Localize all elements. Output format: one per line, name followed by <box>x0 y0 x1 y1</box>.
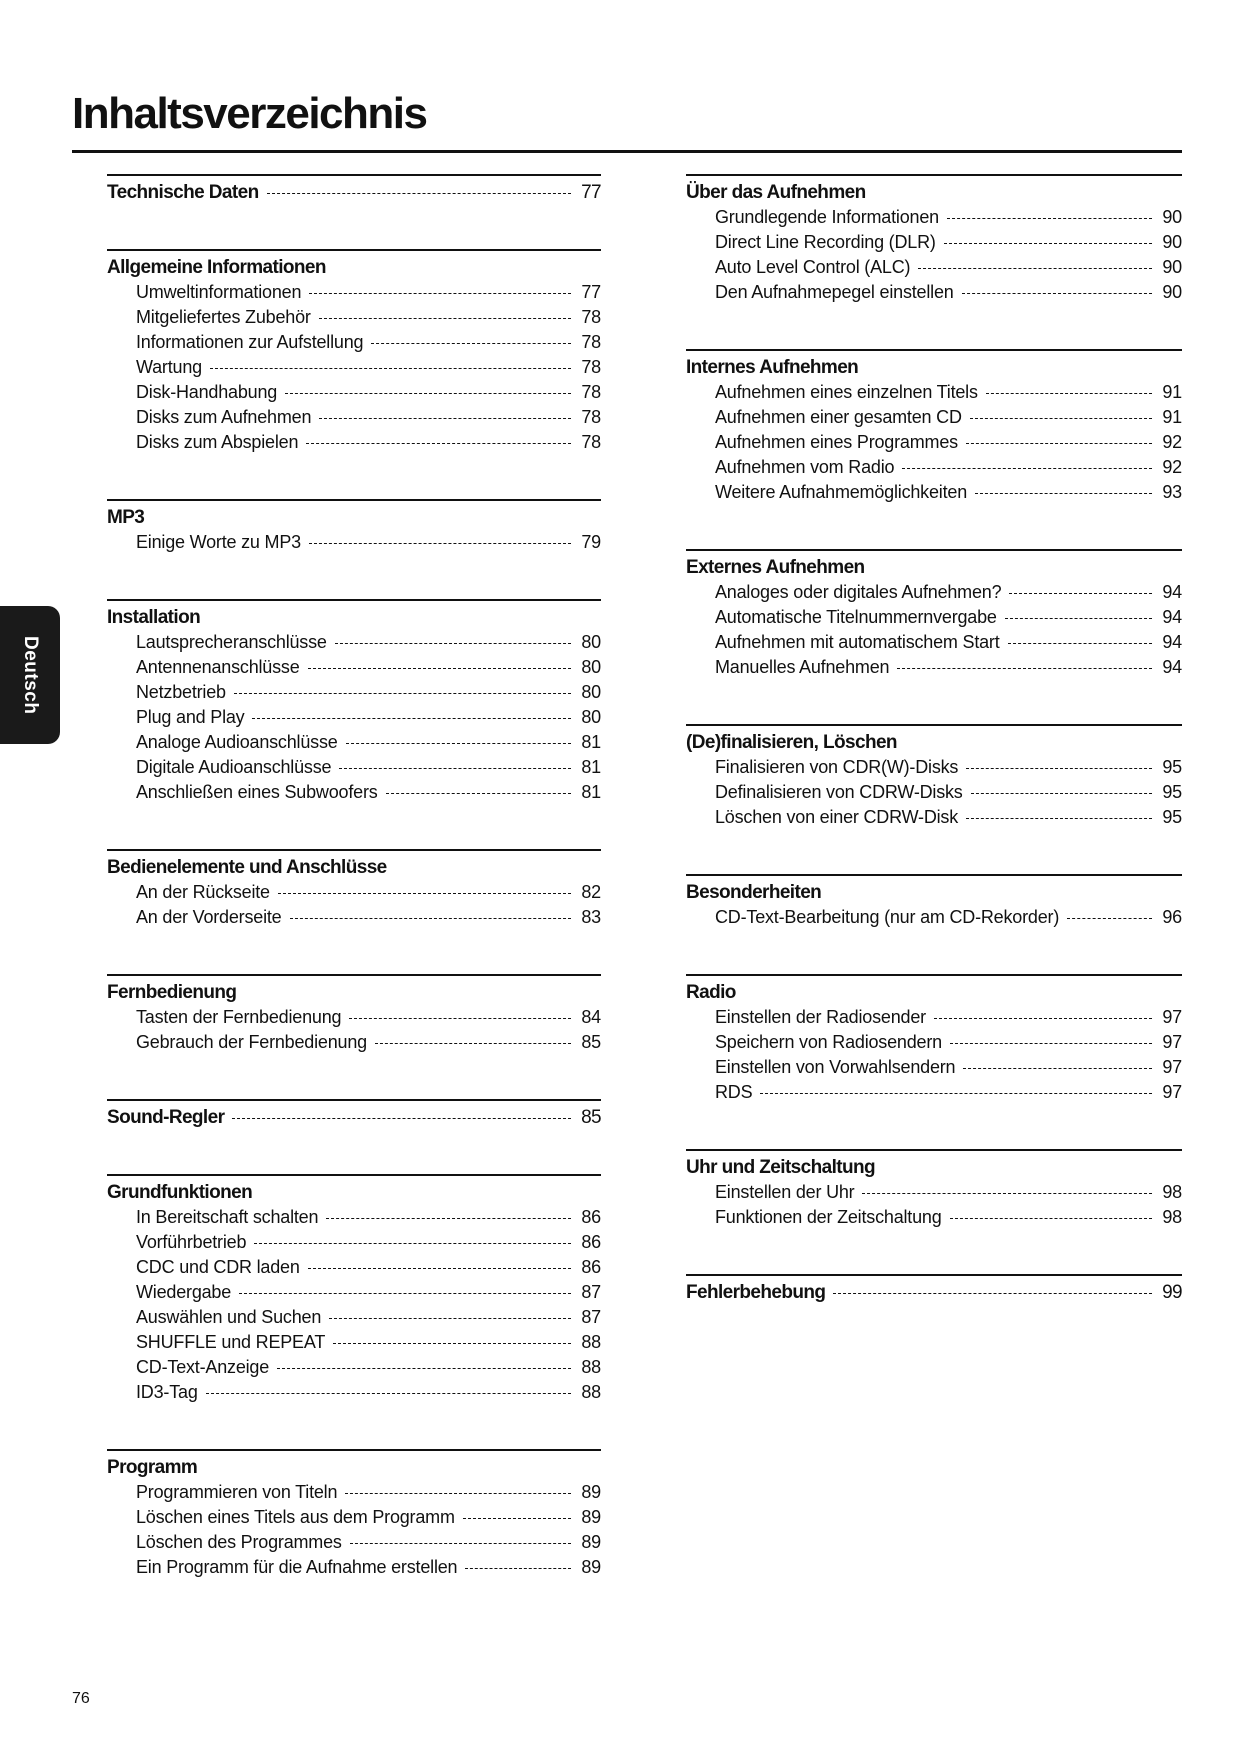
section-heading-text: Besonderheiten <box>686 882 822 903</box>
dot-leader <box>897 668 1152 669</box>
dot-leader <box>971 793 1152 794</box>
page-ref: 95 <box>1162 757 1182 777</box>
section-heading[interactable] <box>107 1457 601 1482</box>
toc-entry[interactable] <box>686 907 1182 932</box>
page-ref: 97 <box>1162 1032 1182 1052</box>
entry-label: Analoges oder digitales Aufnehmen? <box>715 582 1002 602</box>
page-ref: 97 <box>1162 1057 1182 1077</box>
dot-leader <box>371 343 571 344</box>
toc-section <box>686 549 1182 682</box>
toc-entry[interactable] <box>107 1482 601 1507</box>
entry-label: Löschen eines Titels aus dem Programm <box>136 1507 455 1527</box>
section-heading-text: Sound-Regler <box>107 1107 225 1128</box>
language-tab <box>0 606 60 744</box>
toc-entry[interactable] <box>107 657 601 682</box>
page-ref: 90 <box>1162 282 1182 302</box>
toc-entry[interactable] <box>686 1032 1182 1057</box>
toc-section <box>686 1274 1182 1307</box>
dot-leader <box>970 418 1152 419</box>
section-heading[interactable] <box>686 982 1182 1007</box>
dot-leader <box>319 418 571 419</box>
entry-label: CD-Text-Anzeige <box>136 1357 270 1377</box>
dot-leader <box>345 1493 571 1494</box>
section-heading[interactable] <box>107 182 601 207</box>
entry-label: Aufnehmen vom Radio <box>715 457 895 477</box>
entry-label: Einstellen von Vorwahlsendern <box>715 1057 956 1077</box>
dot-leader <box>986 393 1152 394</box>
toc-section <box>107 849 601 932</box>
toc-entry[interactable] <box>107 1282 601 1307</box>
entry-label: Informationen zur Aufstellung <box>136 332 364 352</box>
toc-entry[interactable] <box>686 457 1182 482</box>
page-ref: 86 <box>581 1207 601 1227</box>
page-ref: 94 <box>1162 657 1182 677</box>
section-heading-text: Technische Daten <box>107 182 259 203</box>
dot-leader <box>966 768 1152 769</box>
toc-section <box>107 974 601 1057</box>
toc-entry[interactable] <box>107 1382 601 1407</box>
entry-label: Speichern von Radiosendern <box>715 1032 942 1052</box>
toc-entry[interactable] <box>686 407 1182 432</box>
section-heading-text: Uhr und Zeitschaltung <box>686 1157 876 1178</box>
dot-leader <box>862 1193 1152 1194</box>
entry-label: Den Aufnahmepegel einstellen <box>715 282 954 302</box>
dot-leader <box>254 1243 571 1244</box>
dot-leader <box>278 893 571 894</box>
section-heading-text: Internes Aufnehmen <box>686 357 859 378</box>
page-ref: 80 <box>581 707 601 727</box>
entry-label: Definalisieren von CDRW-Disks <box>715 782 963 802</box>
dot-leader <box>975 493 1152 494</box>
page-ref: 89 <box>581 1557 601 1577</box>
toc-entry[interactable] <box>686 207 1182 232</box>
toc-entry[interactable] <box>107 282 601 307</box>
language-tab-label: Deutsch <box>20 635 41 715</box>
page-ref: 89 <box>581 1482 601 1502</box>
entry-label: Einige Worte zu MP3 <box>136 532 301 552</box>
toc-entry[interactable] <box>107 1357 601 1382</box>
page-ref: 80 <box>581 632 601 652</box>
section-heading-text: Über das Aufnehmen <box>686 182 866 203</box>
entry-label: Mitgeliefertes Zubehör <box>136 307 311 327</box>
toc-entry[interactable] <box>107 1007 601 1032</box>
page-ref: 85 <box>581 1032 601 1052</box>
toc-entry[interactable] <box>107 332 601 357</box>
toc-entry[interactable] <box>686 632 1182 657</box>
entry-label: In Bereitschaft schalten <box>136 1207 319 1227</box>
toc-section <box>686 974 1182 1107</box>
entry-label: Funktionen der Zeitschaltung <box>715 1207 942 1227</box>
toc-entry[interactable] <box>107 632 601 657</box>
section-heading[interactable] <box>686 1282 1182 1307</box>
entry-label: Netzbetrieb <box>136 682 226 702</box>
page-ref: 80 <box>581 657 601 677</box>
section-heading[interactable] <box>107 982 601 1007</box>
toc-section <box>107 499 601 557</box>
dot-leader <box>465 1568 571 1569</box>
toc-entry[interactable] <box>107 307 601 332</box>
section-heading-text: Allgemeine Informationen <box>107 257 326 278</box>
section-heading[interactable] <box>686 357 1182 382</box>
toc-section <box>107 249 601 457</box>
section-heading[interactable] <box>107 507 601 532</box>
dot-leader <box>232 1118 571 1119</box>
entry-label: Auto Level Control (ALC) <box>715 257 911 277</box>
dot-leader <box>290 918 572 919</box>
section-heading[interactable] <box>107 257 601 282</box>
entry-label: Aufnehmen mit automatischem Start <box>715 632 1000 652</box>
page-ref: 97 <box>1162 1007 1182 1027</box>
page-ref: 88 <box>581 1382 601 1402</box>
dot-leader <box>252 718 571 719</box>
page-ref: 81 <box>581 732 601 752</box>
toc-entry[interactable] <box>107 732 601 757</box>
entry-label: Lautsprecheranschlüsse <box>136 632 327 652</box>
entry-label: Plug and Play <box>136 707 245 727</box>
entry-label: Auswählen und Suchen <box>136 1307 322 1327</box>
toc-entry[interactable] <box>686 282 1182 307</box>
entry-label: Umweltinformationen <box>136 282 302 302</box>
entry-label: Manuelles Aufnehmen <box>715 657 890 677</box>
page-ref: 90 <box>1162 207 1182 227</box>
page-title: Inhaltsverzeichnis <box>72 89 427 138</box>
entry-label: Aufnehmen eines Programmes <box>715 432 958 452</box>
entry-label: Löschen des Programmes <box>136 1532 342 1552</box>
page-ref: 79 <box>581 532 601 552</box>
toc-section <box>107 1174 601 1407</box>
entry-label: Wartung <box>136 357 202 377</box>
entry-label: Disk-Handhabung <box>136 382 278 402</box>
dot-leader <box>902 468 1152 469</box>
toc-entry[interactable] <box>107 1557 601 1582</box>
dot-leader <box>326 1218 571 1219</box>
toc-entry[interactable] <box>686 432 1182 457</box>
page-ref: 82 <box>581 882 601 902</box>
section-heading[interactable] <box>107 1107 601 1132</box>
toc-section <box>686 349 1182 507</box>
dot-leader <box>206 1393 571 1394</box>
toc-section <box>686 874 1182 932</box>
toc-entry[interactable] <box>107 757 601 782</box>
entry-label: Gebrauch der Fernbedienung <box>136 1032 367 1052</box>
entry-label: CD-Text-Bearbeitung (nur am CD-Rekorder) <box>715 907 1060 927</box>
toc-section <box>107 1099 601 1132</box>
toc-entry[interactable] <box>107 882 601 907</box>
entry-label: Ein Programm für die Aufnahme erstellen <box>136 1557 458 1577</box>
toc-entry[interactable] <box>107 382 601 407</box>
entry-label: Programmieren von Titeln <box>136 1482 338 1502</box>
toc-entry[interactable] <box>107 1507 601 1532</box>
dot-leader <box>234 693 571 694</box>
toc-entry[interactable] <box>107 782 601 807</box>
entry-label: Direct Line Recording (DLR) <box>715 232 936 252</box>
entry-label: Weitere Aufnahmemöglichkeiten <box>715 482 968 502</box>
section-heading[interactable] <box>107 1182 601 1207</box>
toc-entry[interactable] <box>686 1057 1182 1082</box>
page-ref: 89 <box>581 1507 601 1527</box>
toc-column-left <box>107 174 601 1582</box>
page-ref: 92 <box>1162 457 1182 477</box>
toc-entry[interactable] <box>107 707 601 732</box>
entry-label: An der Rückseite <box>136 882 270 902</box>
dot-leader <box>277 1368 571 1369</box>
toc-entry[interactable] <box>686 257 1182 282</box>
toc-entry[interactable] <box>107 432 601 457</box>
entry-label: RDS <box>715 1082 753 1102</box>
dot-leader <box>947 218 1152 219</box>
toc-entry[interactable] <box>686 782 1182 807</box>
dot-leader <box>1008 643 1152 644</box>
toc-entry[interactable] <box>686 1207 1182 1232</box>
page-ref: 87 <box>581 1307 601 1327</box>
entry-label: CDC und CDR laden <box>136 1257 300 1277</box>
toc-section <box>686 1149 1182 1232</box>
page-ref: 78 <box>581 382 601 402</box>
page-ref: 77 <box>581 282 601 302</box>
page-ref: 85 <box>581 1107 601 1128</box>
page-ref: 97 <box>1162 1082 1182 1102</box>
dot-leader <box>963 1068 1152 1069</box>
toc-entry[interactable] <box>686 232 1182 257</box>
dot-leader <box>966 818 1152 819</box>
page-ref: 91 <box>1162 382 1182 402</box>
dot-leader <box>760 1093 1152 1094</box>
section-heading-text: Programm <box>107 1457 198 1478</box>
page-ref: 94 <box>1162 607 1182 627</box>
dot-leader <box>1067 918 1152 919</box>
section-heading-text: Radio <box>686 982 736 1003</box>
page-ref: 90 <box>1162 257 1182 277</box>
page-ref: 92 <box>1162 432 1182 452</box>
toc-entry[interactable] <box>107 1232 601 1257</box>
dot-leader <box>329 1318 571 1319</box>
dot-leader <box>346 743 571 744</box>
entry-label: Einstellen der Uhr <box>715 1182 855 1202</box>
entry-label: Wiedergabe <box>136 1282 232 1302</box>
entry-label: Anschließen eines Subwoofers <box>136 782 378 802</box>
entry-label: Grundlegende Informationen <box>715 207 939 227</box>
page-ref: 88 <box>581 1357 601 1377</box>
section-heading-text: Installation <box>107 607 201 628</box>
toc-entry[interactable] <box>686 1082 1182 1107</box>
toc-entry[interactable] <box>107 357 601 382</box>
page-ref: 88 <box>581 1332 601 1352</box>
entry-label: Analoge Audioanschlüsse <box>136 732 338 752</box>
toc-entry[interactable] <box>686 582 1182 607</box>
dot-leader <box>833 1293 1152 1294</box>
page-ref: 83 <box>581 907 601 927</box>
section-heading-text: Bedienelemente und Anschlüsse <box>107 857 387 878</box>
toc-entry[interactable] <box>686 1182 1182 1207</box>
dot-leader <box>319 318 571 319</box>
page-ref: 89 <box>581 1532 601 1552</box>
section-heading[interactable] <box>686 882 1182 907</box>
entry-label: Aufnehmen eines einzelnen Titels <box>715 382 978 402</box>
page-ref: 77 <box>581 182 601 203</box>
entry-label: Vorführbetrieb <box>136 1232 247 1252</box>
toc-column-right <box>686 174 1182 1307</box>
entry-label: Disks zum Abspielen <box>136 432 299 452</box>
page-ref: 81 <box>581 757 601 777</box>
page-ref: 87 <box>581 1282 601 1302</box>
toc-section <box>107 599 601 807</box>
dot-leader <box>349 1018 571 1019</box>
entry-label: Tasten der Fernbedienung <box>136 1007 342 1027</box>
section-heading-text: MP3 <box>107 507 145 528</box>
dot-leader <box>1009 593 1152 594</box>
page-ref: 98 <box>1162 1207 1182 1227</box>
section-heading-text: Fehlerbehebung <box>686 1282 826 1303</box>
toc-entry[interactable] <box>107 407 601 432</box>
dot-leader <box>386 793 571 794</box>
entry-label: An der Vorderseite <box>136 907 282 927</box>
toc-entry[interactable] <box>686 607 1182 632</box>
page-ref: 78 <box>581 357 601 377</box>
dot-leader <box>350 1543 571 1544</box>
section-heading-text: Fernbedienung <box>107 982 237 1003</box>
dot-leader <box>463 1518 571 1519</box>
page-ref: 91 <box>1162 407 1182 427</box>
dot-leader <box>306 443 571 444</box>
dot-leader <box>210 368 571 369</box>
dot-leader <box>375 1043 571 1044</box>
dot-leader <box>333 1343 571 1344</box>
toc-section <box>686 724 1182 832</box>
entry-label: Disks zum Aufnehmen <box>136 407 312 427</box>
entry-label: Antennenanschlüsse <box>136 657 300 677</box>
page-ref: 96 <box>1162 907 1182 927</box>
dot-leader <box>950 1218 1152 1219</box>
toc-entry[interactable] <box>686 757 1182 782</box>
page-ref: 94 <box>1162 632 1182 652</box>
toc-section <box>107 174 601 207</box>
toc-entry[interactable] <box>107 1207 601 1232</box>
entry-label: SHUFFLE und REPEAT <box>136 1332 326 1352</box>
page-ref: 78 <box>581 307 601 327</box>
dot-leader <box>966 443 1152 444</box>
page-ref: 94 <box>1162 582 1182 602</box>
page-number: 76 <box>72 1690 90 1707</box>
toc-entry[interactable] <box>686 657 1182 682</box>
toc-entry[interactable] <box>686 807 1182 832</box>
section-heading-text: Grundfunktionen <box>107 1182 253 1203</box>
dot-leader <box>308 668 571 669</box>
page-ref: 86 <box>581 1232 601 1252</box>
dot-leader <box>934 1018 1152 1019</box>
page-ref: 86 <box>581 1257 601 1277</box>
dot-leader <box>335 643 571 644</box>
section-heading-text: Externes Aufnehmen <box>686 557 865 578</box>
page-ref: 98 <box>1162 1182 1182 1202</box>
toc-entry[interactable] <box>107 1532 601 1557</box>
toc-entry[interactable] <box>107 532 601 557</box>
entry-label: Finalisieren von CDR(W)-Disks <box>715 757 959 777</box>
page-ref: 95 <box>1162 807 1182 827</box>
page-ref: 90 <box>1162 232 1182 252</box>
entry-label: ID3-Tag <box>136 1382 198 1402</box>
toc-entry[interactable] <box>107 907 601 932</box>
section-heading[interactable] <box>686 557 1182 582</box>
page-ref: 80 <box>581 682 601 702</box>
dot-leader <box>267 193 571 194</box>
toc-section <box>686 174 1182 307</box>
dot-leader <box>944 243 1152 244</box>
dot-leader <box>950 1043 1152 1044</box>
toc-entry[interactable] <box>107 1307 601 1332</box>
dot-leader <box>308 1268 571 1269</box>
dot-leader <box>1005 618 1152 619</box>
page-ref: 84 <box>581 1007 601 1027</box>
dot-leader <box>918 268 1152 269</box>
page-ref: 78 <box>581 432 601 452</box>
entry-label: Automatische Titelnummernvergabe <box>715 607 997 627</box>
toc-section <box>107 1449 601 1582</box>
entry-label: Löschen von einer CDRW-Disk <box>715 807 959 827</box>
dot-leader <box>309 543 571 544</box>
page-ref: 93 <box>1162 482 1182 502</box>
section-heading[interactable] <box>107 607 601 632</box>
section-heading[interactable] <box>686 1157 1182 1182</box>
dot-leader <box>962 293 1152 294</box>
section-heading[interactable] <box>686 732 1182 757</box>
dot-leader <box>285 393 571 394</box>
entry-label: Digitale Audioanschlüsse <box>136 757 332 777</box>
toc-entry[interactable] <box>686 382 1182 407</box>
title-rule <box>72 150 1182 153</box>
dot-leader <box>239 1293 571 1294</box>
page-ref: 78 <box>581 332 601 352</box>
dot-leader <box>309 293 571 294</box>
entry-label: Einstellen der Radiosender <box>715 1007 926 1027</box>
section-heading-text: (De)finalisieren, Löschen <box>686 732 897 753</box>
toc-entry[interactable] <box>686 1007 1182 1032</box>
dot-leader <box>339 768 571 769</box>
toc-entry[interactable] <box>107 1332 601 1357</box>
page-ref: 95 <box>1162 782 1182 802</box>
toc-entry[interactable] <box>107 1032 601 1057</box>
page-ref: 78 <box>581 407 601 427</box>
toc-entry[interactable] <box>107 682 601 707</box>
page-ref: 99 <box>1162 1282 1182 1303</box>
page-ref: 81 <box>581 782 601 802</box>
toc-entry[interactable] <box>686 482 1182 507</box>
entry-label: Aufnehmen einer gesamten CD <box>715 407 962 427</box>
section-heading[interactable] <box>107 857 601 882</box>
toc-entry[interactable] <box>107 1257 601 1282</box>
section-heading[interactable] <box>686 182 1182 207</box>
